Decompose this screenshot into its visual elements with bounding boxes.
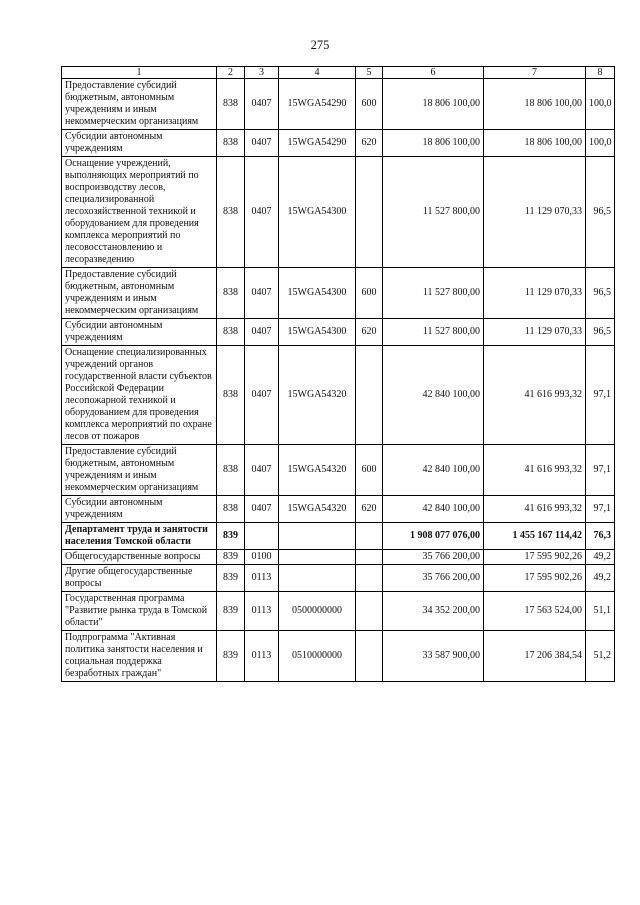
cell-name: Предоставление субсидий бюджетным, автономным учреждениям и иным некоммерческим организациям — [62, 268, 217, 319]
cell-actual-amount: 17 206 384,54 — [484, 631, 586, 682]
table-row — [62, 592, 615, 631]
column-header: 7 — [484, 67, 586, 79]
cell-ministry-code: 839 — [217, 631, 245, 682]
cell-expense-type: 600 — [356, 79, 383, 130]
table-row — [62, 445, 615, 496]
cell-target-article: 0500000000 — [279, 592, 356, 631]
cell-name: Субсидии автономным учреждениям — [62, 496, 217, 523]
cell-section-code — [245, 523, 279, 550]
cell-target-article: 0510000000 — [279, 631, 356, 682]
cell-expense-type — [356, 550, 383, 565]
cell-name: Другие общегосударственные вопросы — [62, 565, 217, 592]
cell-planned-amount: 35 766 200,00 — [383, 565, 484, 592]
cell-expense-type — [356, 523, 383, 550]
cell-planned-amount: 42 840 100,00 — [383, 496, 484, 523]
table-body — [62, 79, 615, 682]
cell-name: Подпрограмма "Активная политика занятости населения и социальная поддержка безработных граждан" — [62, 631, 217, 682]
cell-section-code: 0407 — [245, 79, 279, 130]
cell-name: Государственная программа "Развитие рынка труда в Томской области" — [62, 592, 217, 631]
cell-target-article: 15WGA54320 — [279, 445, 356, 496]
cell-name: Субсидии автономным учреждениям — [62, 130, 217, 157]
column-header: 4 — [279, 67, 356, 79]
cell-ministry-code: 838 — [217, 79, 245, 130]
cell-percent: 96,5 — [586, 157, 615, 268]
table-row — [62, 79, 615, 130]
cell-expense-type — [356, 346, 383, 445]
table-row — [62, 496, 615, 523]
cell-ministry-code: 839 — [217, 592, 245, 631]
cell-section-code: 0100 — [245, 550, 279, 565]
cell-name: Оснащение специализированных учреждений органов государственной власти субъектов Российской Федерации лесопожарной техникой и оборудованием для проведения комплекса мероприятий по охране лесов от пожаров — [62, 346, 217, 445]
table-row — [62, 268, 615, 319]
table-row — [62, 550, 615, 565]
table-row — [62, 565, 615, 592]
cell-percent: 49,2 — [586, 565, 615, 592]
cell-target-article — [279, 550, 356, 565]
table-row — [62, 346, 615, 445]
column-header: 2 — [217, 67, 245, 79]
table-header-row — [62, 67, 615, 79]
cell-actual-amount: 17 563 524,00 — [484, 592, 586, 631]
cell-ministry-code: 838 — [217, 346, 245, 445]
cell-percent: 51,2 — [586, 631, 615, 682]
column-header: 8 — [586, 67, 615, 79]
cell-name: Общегосударственные вопросы — [62, 550, 217, 565]
cell-percent: 96,5 — [586, 319, 615, 346]
cell-name: Предоставление субсидий бюджетным, автономным учреждениям и иным некоммерческим организациям — [62, 445, 217, 496]
budget-table — [61, 66, 615, 682]
table-row — [62, 130, 615, 157]
cell-target-article: 15WGA54300 — [279, 157, 356, 268]
cell-ministry-code: 839 — [217, 523, 245, 550]
cell-expense-type — [356, 157, 383, 268]
cell-ministry-code: 838 — [217, 319, 245, 346]
cell-section-code: 0113 — [245, 592, 279, 631]
cell-actual-amount: 17 595 902,26 — [484, 565, 586, 592]
cell-percent: 51,1 — [586, 592, 615, 631]
cell-section-code: 0407 — [245, 346, 279, 445]
cell-name: Департамент труда и занятости населения Томской области — [62, 523, 217, 550]
table-row — [62, 157, 615, 268]
cell-planned-amount: 18 806 100,00 — [383, 79, 484, 130]
cell-expense-type — [356, 565, 383, 592]
cell-expense-type — [356, 631, 383, 682]
cell-planned-amount: 35 766 200,00 — [383, 550, 484, 565]
cell-planned-amount: 11 527 800,00 — [383, 319, 484, 346]
cell-planned-amount: 11 527 800,00 — [383, 268, 484, 319]
cell-section-code: 0407 — [245, 157, 279, 268]
cell-ministry-code: 838 — [217, 157, 245, 268]
cell-percent: 97,1 — [586, 346, 615, 445]
cell-target-article — [279, 565, 356, 592]
cell-target-article: 15WGA54300 — [279, 268, 356, 319]
cell-percent: 100,0 — [586, 130, 615, 157]
page-number: 275 — [310, 38, 330, 52]
cell-expense-type: 600 — [356, 268, 383, 319]
cell-actual-amount: 1 455 167 114,42 — [484, 523, 586, 550]
table-row — [62, 319, 615, 346]
cell-name: Субсидии автономным учреждениям — [62, 319, 217, 346]
cell-actual-amount: 41 616 993,32 — [484, 445, 586, 496]
cell-section-code: 0407 — [245, 130, 279, 157]
cell-target-article: 15WGA54290 — [279, 79, 356, 130]
cell-planned-amount: 1 908 077 076,00 — [383, 523, 484, 550]
cell-planned-amount: 11 527 800,00 — [383, 157, 484, 268]
cell-percent: 96,5 — [586, 268, 615, 319]
cell-target-article: 15WGA54320 — [279, 496, 356, 523]
cell-actual-amount: 18 806 100,00 — [484, 130, 586, 157]
cell-section-code: 0407 — [245, 268, 279, 319]
cell-actual-amount: 41 616 993,32 — [484, 346, 586, 445]
column-header: 5 — [356, 67, 383, 79]
cell-ministry-code: 838 — [217, 496, 245, 523]
cell-section-code: 0113 — [245, 565, 279, 592]
cell-planned-amount: 34 352 200,00 — [383, 592, 484, 631]
cell-actual-amount: 11 129 070,33 — [484, 319, 586, 346]
cell-expense-type: 620 — [356, 130, 383, 157]
table-row — [62, 523, 615, 550]
cell-section-code: 0407 — [245, 319, 279, 346]
cell-percent: 97,1 — [586, 496, 615, 523]
cell-section-code: 0407 — [245, 496, 279, 523]
cell-target-article — [279, 523, 356, 550]
column-header: 6 — [383, 67, 484, 79]
cell-actual-amount: 41 616 993,32 — [484, 496, 586, 523]
column-header: 3 — [245, 67, 279, 79]
cell-name: Предоставление субсидий бюджетным, автономным учреждениям и иным некоммерческим организациям — [62, 79, 217, 130]
cell-expense-type: 600 — [356, 445, 383, 496]
cell-name: Оснащение учреждений, выполняющих мероприятий по воспроизводству лесов, специализированной лесохозяйственной техникой и оборудованием для проведения комплекса мероприятий по лесовосстановлению и лесоразведению — [62, 157, 217, 268]
cell-ministry-code: 838 — [217, 268, 245, 319]
cell-planned-amount: 42 840 100,00 — [383, 445, 484, 496]
table-row — [62, 631, 615, 682]
cell-ministry-code: 838 — [217, 130, 245, 157]
cell-section-code: 0407 — [245, 445, 279, 496]
cell-percent: 49,2 — [586, 550, 615, 565]
cell-actual-amount: 11 129 070,33 — [484, 268, 586, 319]
cell-actual-amount: 18 806 100,00 — [484, 79, 586, 130]
cell-expense-type: 620 — [356, 319, 383, 346]
cell-expense-type — [356, 592, 383, 631]
cell-target-article: 15WGA54300 — [279, 319, 356, 346]
cell-section-code: 0113 — [245, 631, 279, 682]
cell-planned-amount: 33 587 900,00 — [383, 631, 484, 682]
cell-percent: 100,0 — [586, 79, 615, 130]
cell-target-article: 15WGA54290 — [279, 130, 356, 157]
cell-actual-amount: 11 129 070,33 — [484, 157, 586, 268]
cell-ministry-code: 839 — [217, 565, 245, 592]
column-header: 1 — [62, 67, 217, 79]
cell-expense-type: 620 — [356, 496, 383, 523]
cell-percent: 97,1 — [586, 445, 615, 496]
cell-ministry-code: 838 — [217, 445, 245, 496]
cell-ministry-code: 839 — [217, 550, 245, 565]
cell-target-article: 15WGA54320 — [279, 346, 356, 445]
cell-planned-amount: 18 806 100,00 — [383, 130, 484, 157]
cell-planned-amount: 42 840 100,00 — [383, 346, 484, 445]
cell-percent: 76,3 — [586, 523, 615, 550]
cell-actual-amount: 17 595 902,26 — [484, 550, 586, 565]
